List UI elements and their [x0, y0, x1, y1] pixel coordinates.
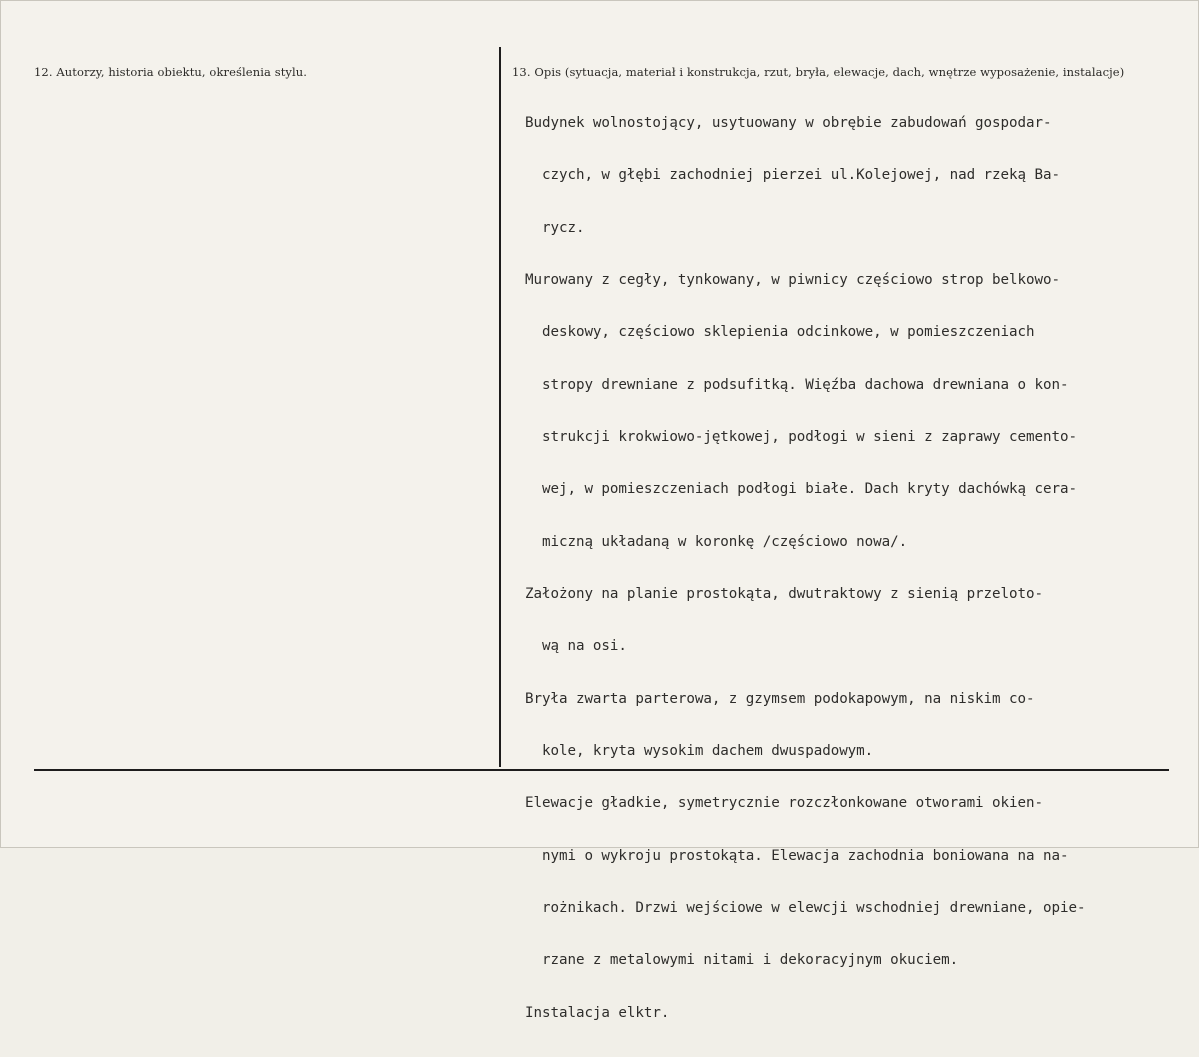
section-13-heading: 13. Opis (sytuacja, materiał i konstrukcja, rzut, bryła, elewacje, dach, wnętrze wyposażenie, instalacje) — [512, 65, 1125, 79]
description-line: Murowany z cegły, tynkowany, w piwnicy częściowo strop belkowo- — [525, 271, 1060, 288]
description-line: rożnikach. Drzwi wejściowe w elewcji wschodniej drewniane, opie- — [525, 900, 1086, 917]
bottom-rule — [34, 769, 1169, 771]
description-line: Instalacja elktr. — [525, 1004, 670, 1021]
description-line: wej, w pomieszczeniach podłogi białe. Dach kryty dachówką cera- — [525, 481, 1077, 498]
description-line: rycz. — [525, 219, 585, 236]
description-line: strukcji krokwiowo-jętkowej, podłogi w sieni z zaprawy cemento- — [525, 428, 1077, 445]
section-13-description — [525, 80, 1195, 1057]
description-line: stropy drewniane z podsufitką. Więźba dachowa drewniana o kon- — [525, 376, 1069, 393]
description-line: czych, w głębi zachodniej pierzei ul.Kolejowej, nad rzeką Ba- — [525, 167, 1060, 184]
description-line: Założony na planie prostokąta, dwutraktowy z sienią przeloto- — [525, 586, 1043, 602]
description-line: Elewacje gładkie, symetrycznie rozczłonkowane otworami okien- — [525, 795, 1043, 812]
description-line: Budynek wolnostojący, usytuowany w obrębie zabudowań gospodar- — [525, 114, 1052, 131]
description-line: deskowy, częściowo sklepienia odcinkowe, w pomieszczeniach — [525, 324, 1035, 341]
section-12-heading: 12. Autorzy, historia obiektu, określenia stylu. — [34, 65, 308, 79]
description-line: miczną układaną w koronkę /częściowo nowa/. — [525, 533, 908, 550]
description-line: kole, kryta wysokim dachem dwuspadowym. — [525, 743, 874, 760]
description-line: Bryła zwarta parterowa, z gzymsem podokapowym, na niskim co- — [525, 690, 1035, 707]
description-line: nymi o wykroju prostokąta. Elewacja zachodnia boniowana na na- — [525, 847, 1069, 864]
description-line: rzane z metalowymi nitami i dekoracyjnym okuciem. — [525, 952, 959, 969]
vertical-divider — [499, 47, 501, 767]
description-line: wą na osi. — [525, 638, 627, 655]
